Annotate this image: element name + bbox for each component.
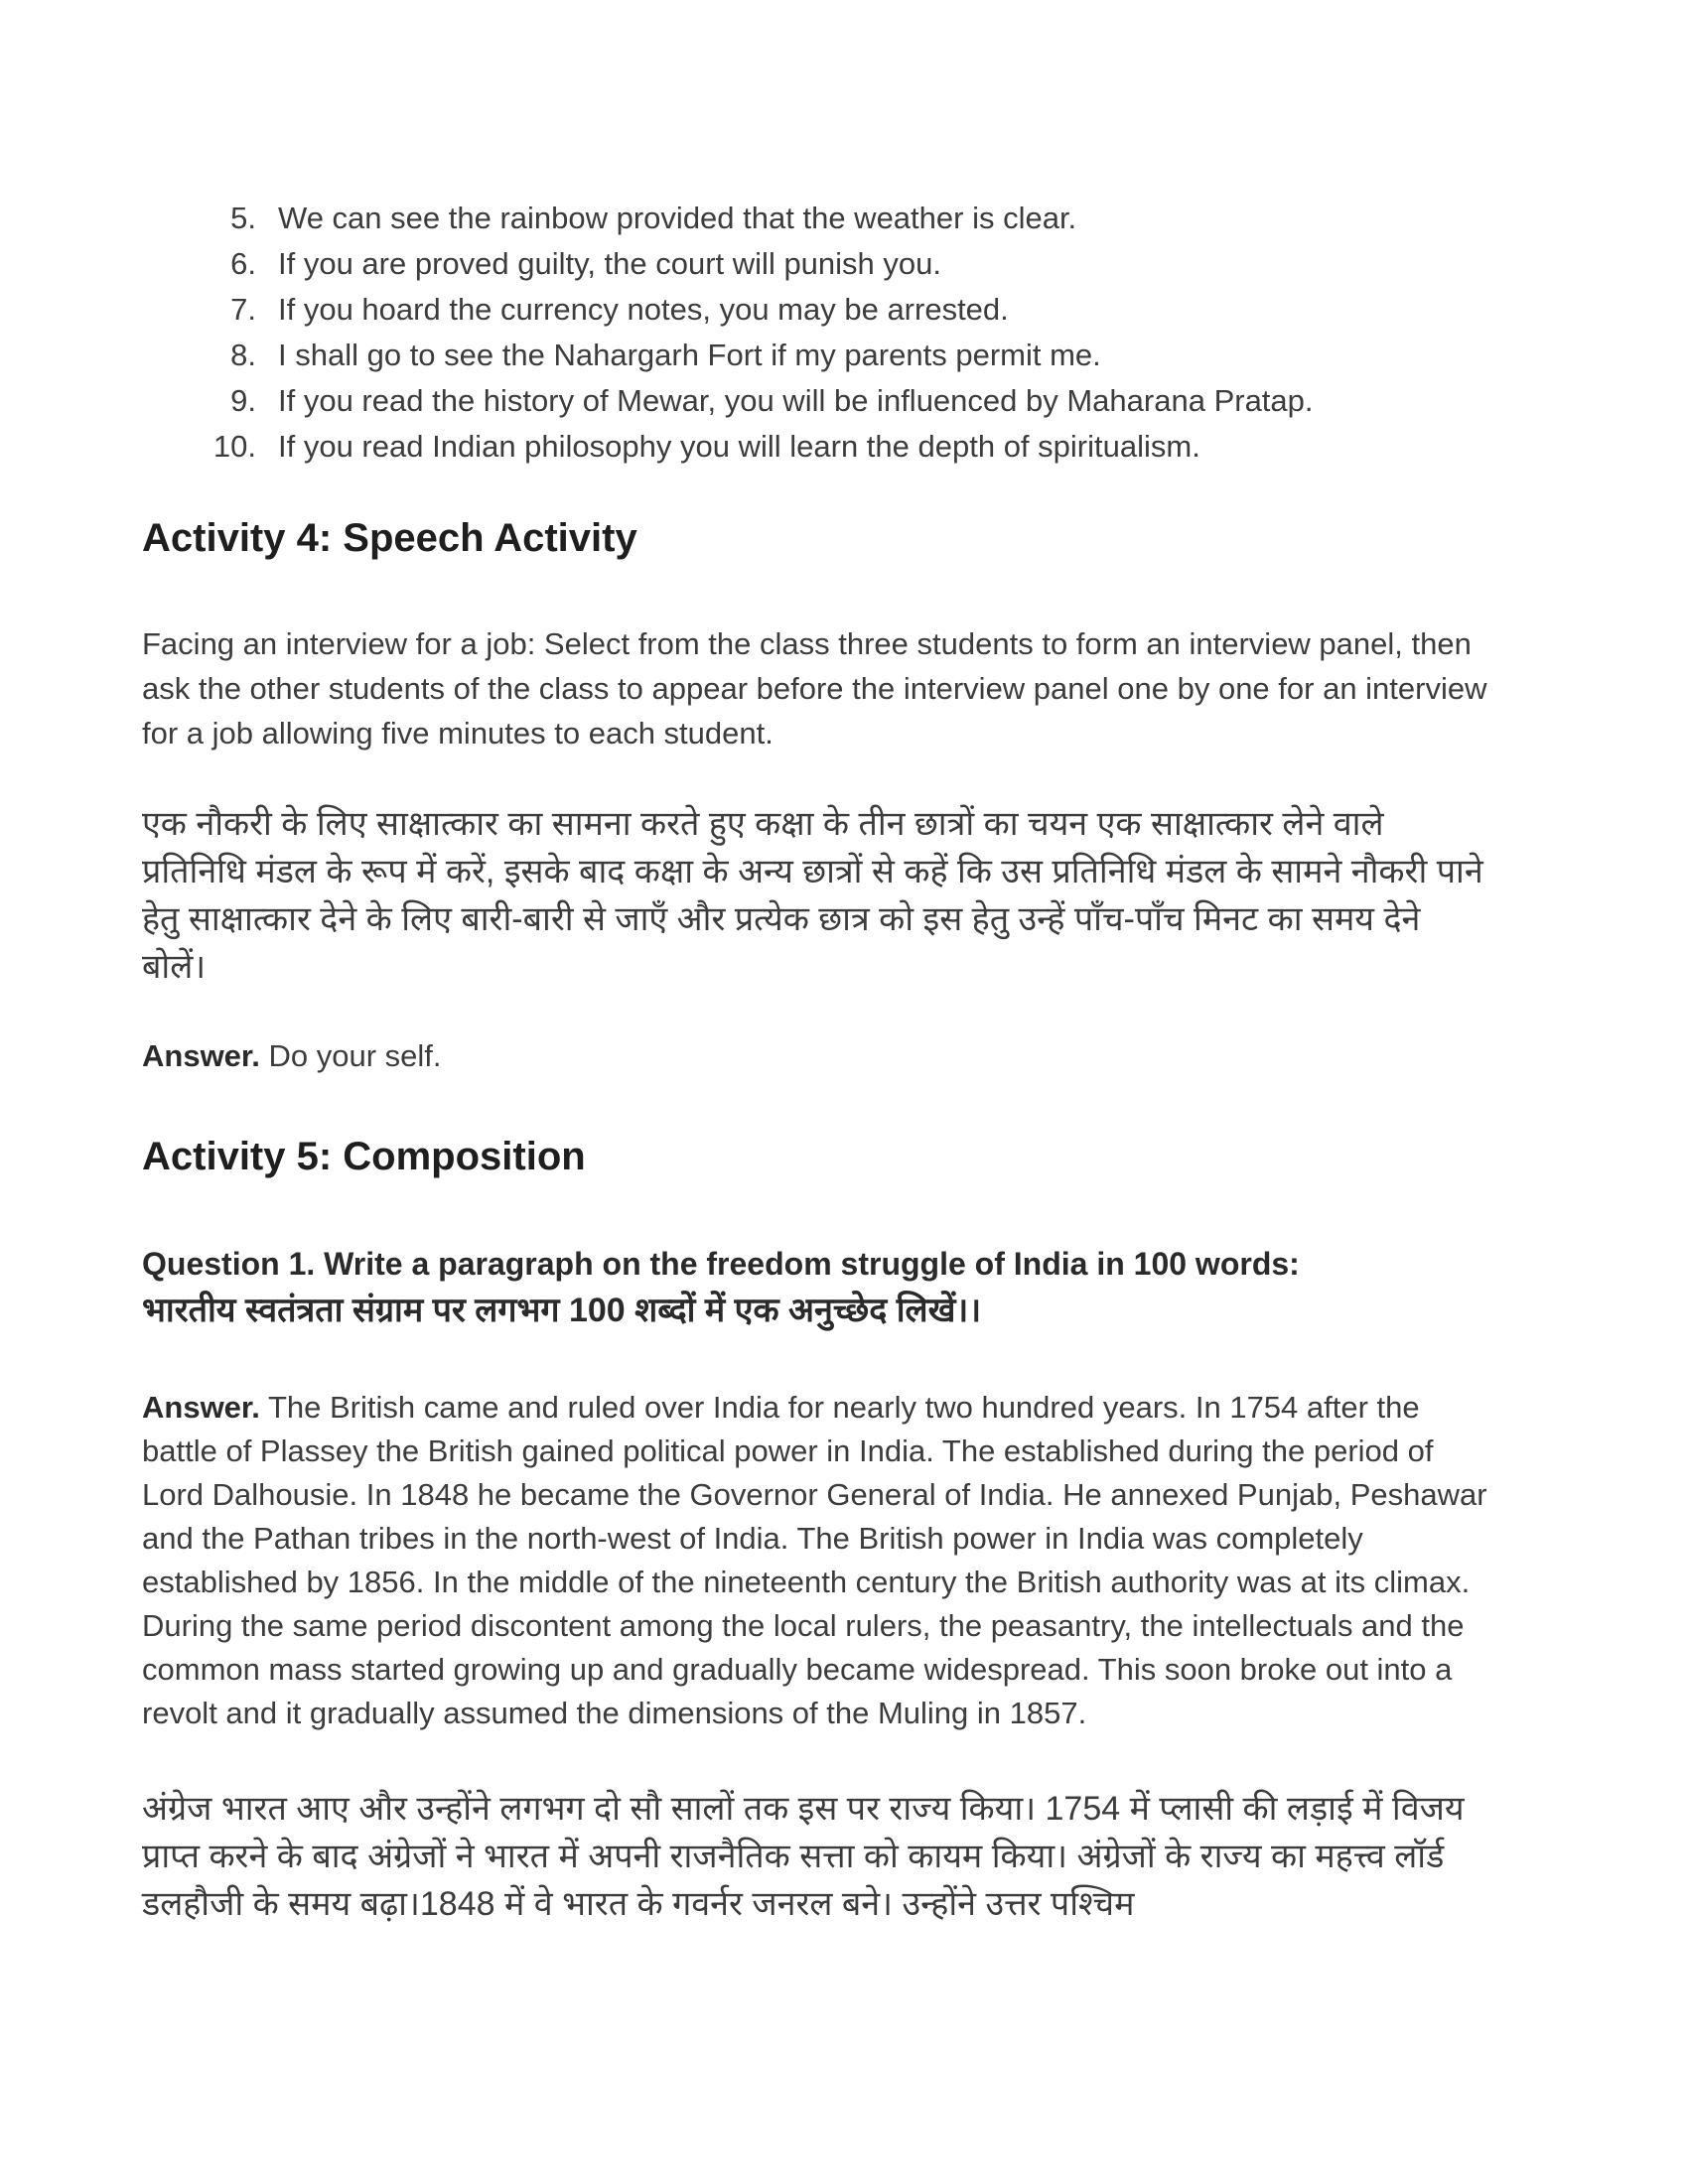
conditional-sentences-list (142, 196, 1489, 470)
list-item-text: I shall go to see the Nahargarh Fort if my parents permit me. (278, 338, 1101, 372)
list-item-text: If you read the history of Mewar, you will be influenced by Maharana Pratap. (278, 383, 1314, 418)
list-item (142, 196, 1489, 241)
question-1-english: Question 1. Write a paragraph on the freedom struggle of India in 100 words: (142, 1246, 1300, 1282)
activity-4-heading: Activity 4: Speech Activity (142, 516, 637, 560)
question-1-block (142, 1242, 1489, 1334)
answer-label: Answer. (142, 1390, 260, 1425)
activity-4-intro-english: Facing an interview for a job: Select from the class three students to form an interview panel, then ask the other students of the class to appear before the interview panel one by one for an interview for a job allowing five minutes to each student. (142, 626, 1487, 751)
list-item-text: If you read Indian philosophy you will learn the depth of spiritualism. (278, 429, 1200, 464)
list-item (142, 378, 1489, 424)
activity-5-heading: Activity 5: Composition (142, 1135, 586, 1178)
answer-text: Do your self. (259, 1038, 442, 1073)
document-page (142, 0, 1489, 1928)
list-item-number: 5. (230, 201, 256, 235)
list-item-text: If you are proved guilty, the court will punish you. (278, 246, 941, 281)
question-1-hindi: भारतीय स्वतंत्रता संग्राम पर लगभग 100 शब्दों में एक अनुच्छेद लिखें।। (142, 1292, 982, 1329)
answer-text: The British came and ruled over India for nearly two hundred years. In 1754 after the battle of Plassey the British gained political power in India. The established during the period of Lord Dalhousie. In 1848 he became the Governor General of India. He annexed Punjab, Peshawar and the Pathan tribes in the north-west of India. The British power in India was completely established by 1856. In the middle of the nineteenth century the British authority was at its climax. During the same period discontent among the local rulers, the peasantry, the intellectuals and the common mass started growing up and gradually became widespread. This soon broke out into a revolt and it gradually assumed the dimensions of the Muling in 1857. (142, 1390, 1487, 1730)
list-item (142, 424, 1489, 470)
list-item (142, 241, 1489, 287)
list-item-number: 8. (230, 338, 256, 372)
list-item-number: 7. (230, 292, 256, 327)
question-1-answer-hindi: अंग्रेज भारत आए और उन्होंने लगभग दो सौ सालों तक इस पर राज्य किया। 1754 में प्लासी की लड़ाई में विजय प्राप्त करने के बाद अंग्रेजों ने भारत में अपनी राजनैतिक सत्ता को कायम किया। अंग्रेजों के राज्य का महत्त्व लॉर्ड डलहौजी के समय बढ़ा।1848 में वे भारत के गवर्नर जनरल बने। उन्होंने उत्तर पश्चिम (142, 1790, 1465, 1923)
list-item-number: 10. (212, 429, 256, 464)
list-item (142, 287, 1489, 333)
question-1-answer-english (142, 1386, 1489, 1735)
activity-4-answer (142, 1033, 1489, 1078)
list-item-number: 9. (230, 383, 256, 418)
list-item-number: 6. (230, 246, 256, 281)
answer-label: Answer. (142, 1038, 260, 1073)
list-item-text: If you hoard the currency notes, you may be arrested. (278, 292, 1009, 327)
list-item-text: We can see the rainbow provided that the weather is clear. (278, 201, 1077, 235)
list-item (142, 333, 1489, 378)
activity-4-intro-hindi: एक नौकरी के लिए साक्षात्कार का सामना करते हुए कक्षा के तीन छात्रों का चयन एक साक्षात्कार लेने वाले प्रतिनिधि मंडल के रूप में करें, इसके बाद कक्षा के अन्य छात्रों से कहें कि उस प्रतिनिधि मंडल के सामने नौकरी पाने हेतु साक्षात्कार देने के लिए बारी-बारी से जाएँ और प्रत्येक छात्र को इस हेतु उन्हें पाँच-पाँच मिनट का समय देने बोलें। (142, 805, 1483, 986)
